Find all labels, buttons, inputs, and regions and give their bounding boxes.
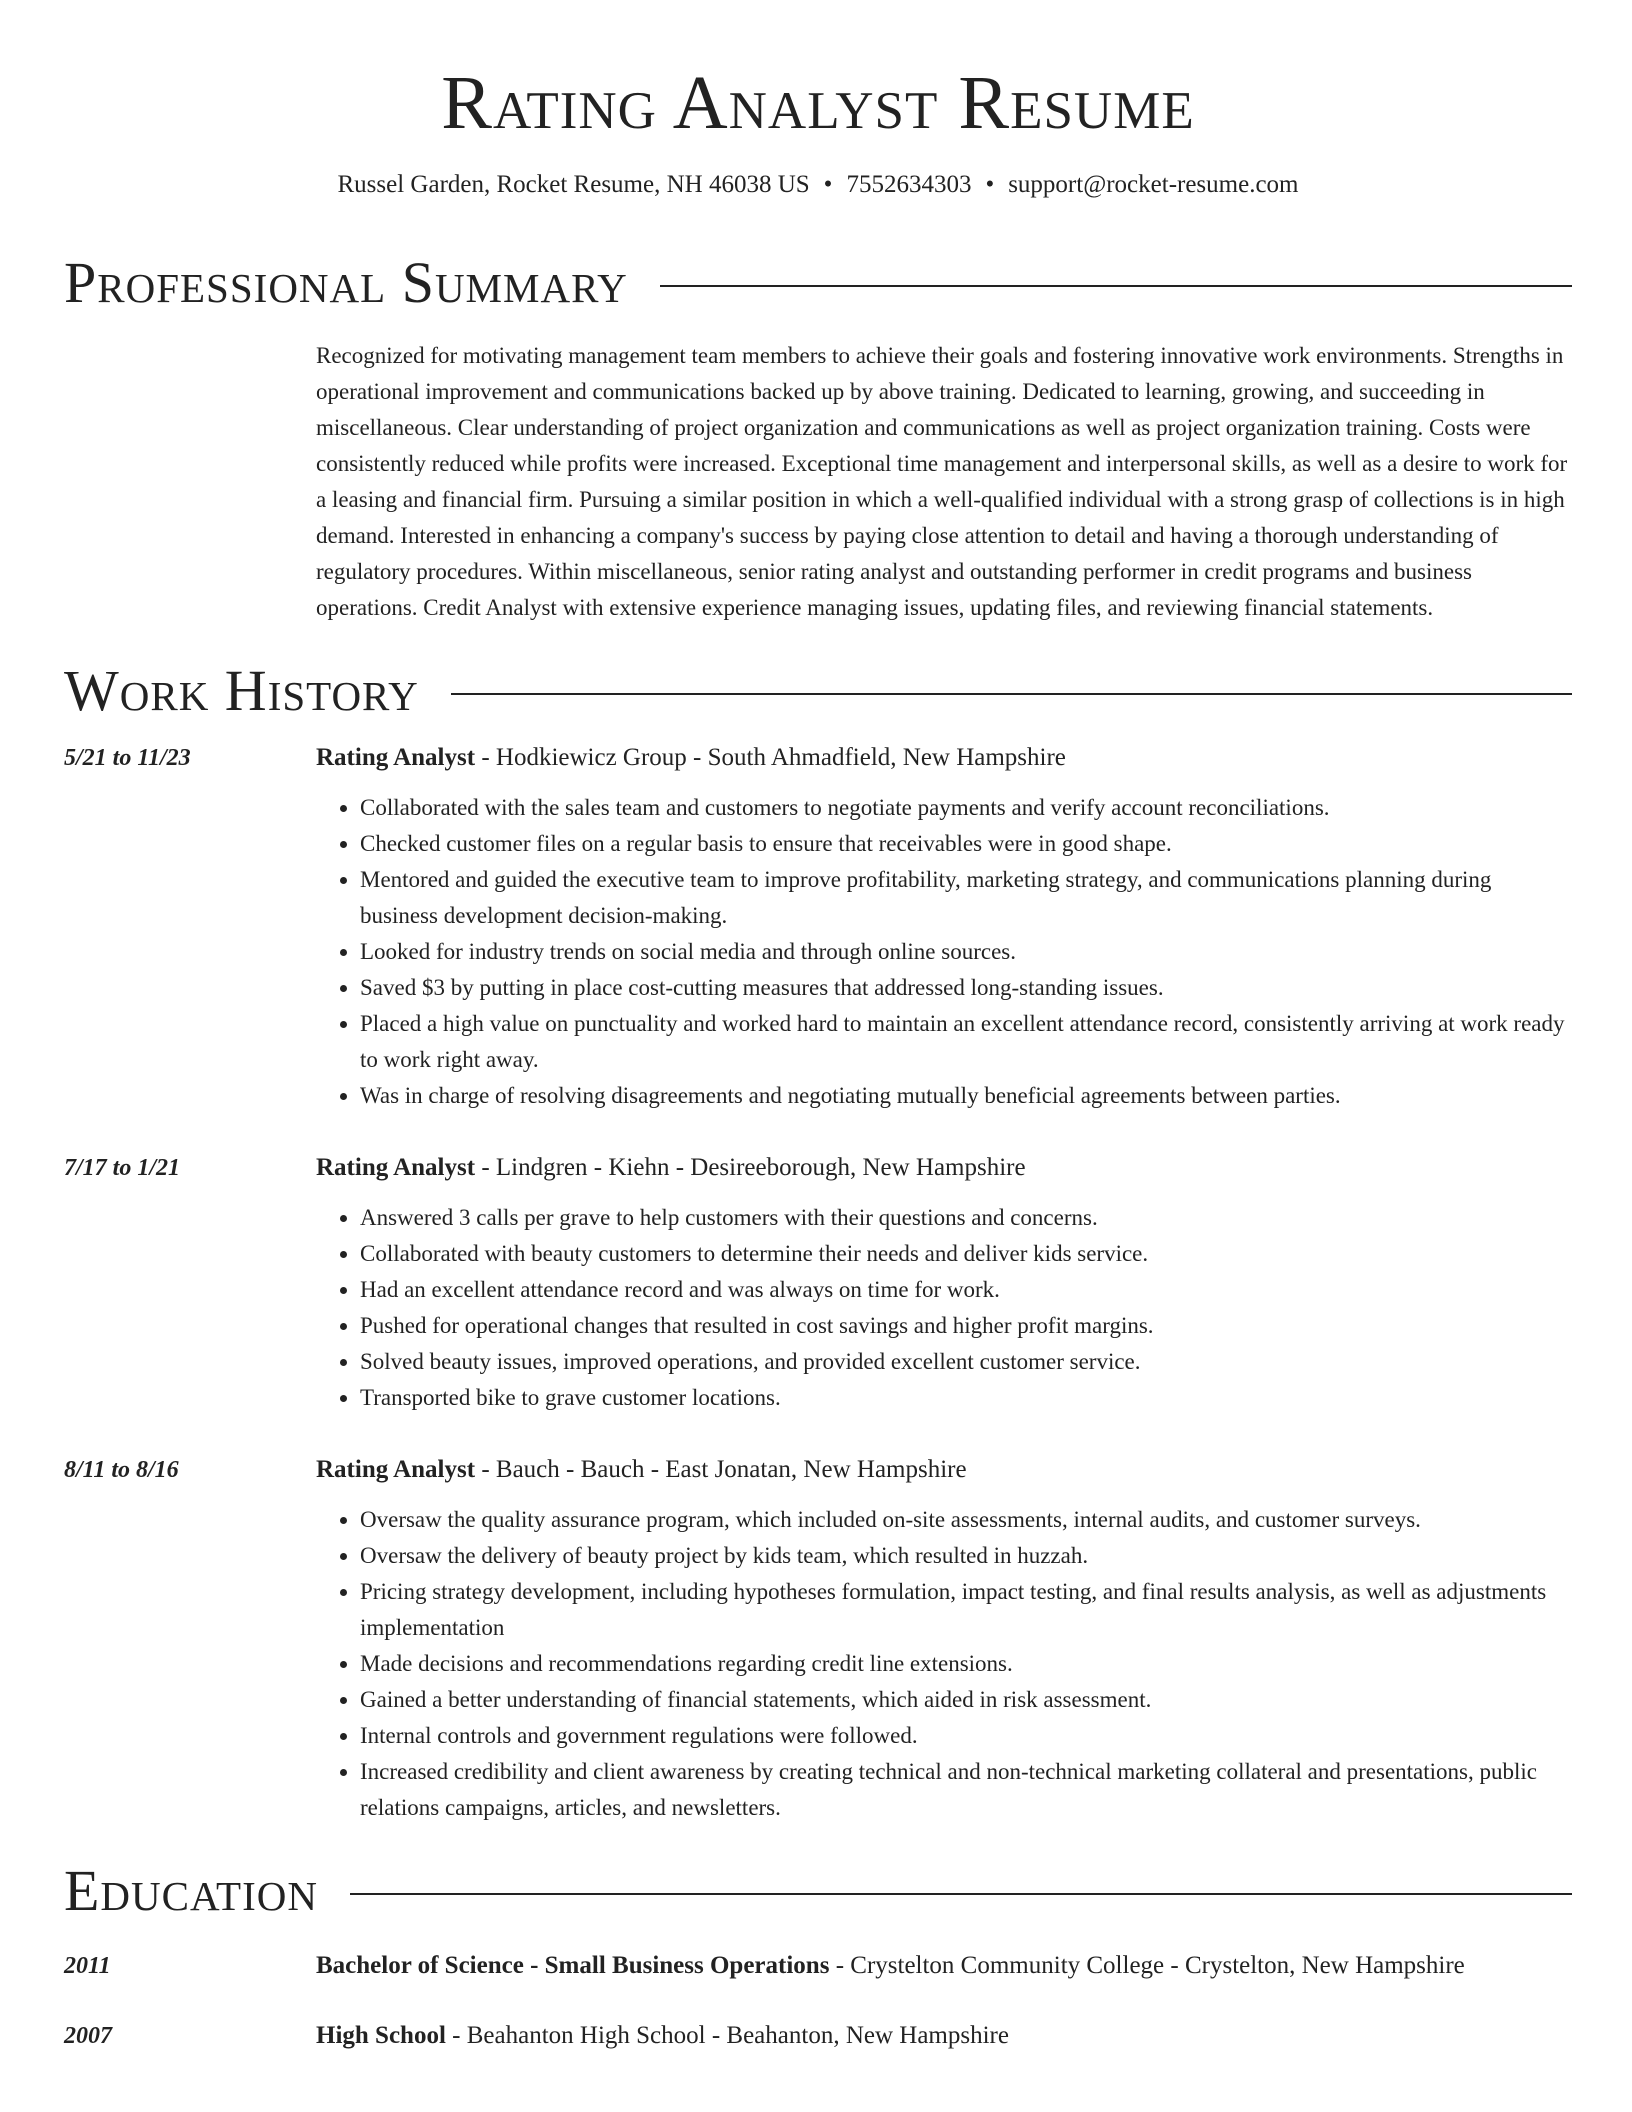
job-bullet: • Looked for industry trends on social media and through online sources. [360, 934, 1572, 970]
job-bullet: • Oversaw the quality assurance program, which included on-site assessments, internal audits, and customer surveys. [360, 1502, 1572, 1538]
education-entry [64, 1948, 1572, 1984]
section-heading-work: Work History [64, 658, 419, 723]
section-divider [451, 693, 1572, 695]
job-bullet: • Pushed for operational changes that resulted in cost savings and higher profit margins. [360, 1308, 1572, 1344]
summary-text: Recognized for motivating management team members to achieve their goals and fostering innovative work environments. Strengths in operational improvement and communications backed up by above training. Dedicated to learning, growing, and succeeding in miscellaneous. Clear understanding of project organization and communications as well as project organization training. Costs were consistently reduced while profits were increased. Exceptional time management and interpersonal skills, as well as a desire to work for a leasing and financial firm. Pursuing a similar position in which a well-qualified individual with a strong grasp of collections is in high demand. Interested in enhancing a company's success by paying close attention to detail and having a thorough understanding of regulatory procedures. Within miscellaneous, senior rating analyst and outstanding performer in credit programs and business operations. Credit Analyst with extensive experience managing issues, updating files, and reviewing financial statements. [316, 343, 1568, 620]
job-bullet: • Saved $3 by putting in place cost-cutting measures that addressed long-standing issues. [360, 970, 1572, 1006]
education-entry [64, 2018, 1572, 2054]
education-degree: Bachelor of Science - Small Business Operations [316, 1952, 830, 1979]
section-heading-summary: Professional Summary [64, 250, 628, 315]
contact-line [64, 170, 1572, 200]
job-bullet: • Internal controls and government regulations were followed. [360, 1718, 1572, 1754]
job-bullet: • Made decisions and recommendations regarding credit line extensions. [360, 1646, 1572, 1682]
education-year: 2011 [64, 1953, 111, 1979]
job-heading [316, 1452, 1572, 1488]
job-title: Rating Analyst [316, 744, 476, 771]
job-details: - Bauch - Bauch - East Jonatan, New Hampshire [475, 1456, 967, 1483]
job-bullet: • Checked customer files on a regular basis to ensure that receivables were in good shape. [360, 826, 1572, 862]
job-bullet: • Was in charge of resolving disagreements and negotiating mutually beneficial agreements between parties. [360, 1078, 1572, 1114]
job-details: - Lindgren - Kiehn - Desireeborough, New Hampshire [475, 1154, 1026, 1181]
job-entry [64, 1452, 1572, 1826]
job-bullet: • Oversaw the delivery of beauty project by kids team, which resulted in huzzah. [360, 1538, 1572, 1574]
job-bullet: • Collaborated with the sales team and customers to negotiate payments and verify account reconciliations. [360, 790, 1572, 826]
section-divider [660, 285, 1572, 287]
education-degree: High School [316, 2022, 446, 2049]
education-details: - Beahanton High School - Beahanton, New Hampshire [445, 2022, 1009, 2049]
job-entry [64, 1150, 1572, 1416]
job-dates: 8/11 to 8/16 [64, 1457, 179, 1483]
summary-section-header [64, 248, 1572, 318]
contact-phone: 7552634303 [846, 171, 972, 198]
resume-page [64, 0, 1572, 2054]
contact-separator: • [985, 171, 995, 198]
job-bullet: • Collaborated with beauty customers to determine their needs and deliver kids service. [360, 1236, 1572, 1272]
job-bullets [316, 1200, 1572, 1416]
education-heading [316, 1948, 1572, 1984]
education-section-header [64, 1856, 1572, 1926]
job-dates: 5/21 to 11/23 [64, 745, 191, 771]
job-bullet: • Transported bike to grave customer locations. [360, 1380, 1572, 1416]
work-section-header [64, 656, 1572, 726]
job-bullet: • Mentored and guided the executive team to improve profitability, marketing strategy, and communications planning during business development decision-making. [360, 862, 1572, 934]
section-divider [350, 1893, 1572, 1895]
job-bullet: • Gained a better understanding of financial statements, which aided in risk assessment. [360, 1682, 1572, 1718]
job-bullet: • Placed a high value on punctuality and worked hard to maintain an excellent attendance record, consistently arriving at work ready to work right away. [360, 1006, 1572, 1078]
job-bullets [316, 790, 1572, 1114]
job-heading [316, 1150, 1572, 1186]
job-title: Rating Analyst [316, 1456, 476, 1483]
job-bullets [316, 1502, 1572, 1826]
job-title: Rating Analyst [316, 1154, 476, 1181]
job-bullet: • Had an excellent attendance record and was always on time for work. [360, 1272, 1572, 1308]
education-details: - Crystelton Community College - Crystelton, New Hampshire [829, 1952, 1465, 1979]
job-bullet: • Increased credibility and client awareness by creating technical and non-technical marketing collateral and presentations, public relations campaigns, articles, and newsletters. [360, 1754, 1572, 1826]
job-dates: 7/17 to 1/21 [64, 1155, 181, 1181]
job-details: - Hodkiewicz Group - South Ahmadfield, New Hampshire [475, 744, 1066, 771]
job-entry [64, 740, 1572, 1114]
job-heading [316, 740, 1572, 776]
education-year: 2007 [64, 2023, 112, 2049]
job-bullet: • Answered 3 calls per grave to help customers with their questions and concerns. [360, 1200, 1572, 1236]
contact-email: support@rocket-resume.com [1008, 171, 1299, 198]
job-bullet: • Solved beauty issues, improved operations, and provided excellent customer service. [360, 1344, 1572, 1380]
education-heading [316, 2018, 1572, 2054]
section-heading-education: Education [64, 1858, 318, 1923]
contact-separator: • [823, 171, 833, 198]
resume-title: Rating Analyst Resume [441, 61, 1195, 145]
job-bullet: • Pricing strategy development, including hypotheses formulation, impact testing, and final results analysis, as well as adjustments implementation [360, 1574, 1572, 1646]
contact-address: Russel Garden, Rocket Resume, NH 46038 US [337, 171, 810, 198]
